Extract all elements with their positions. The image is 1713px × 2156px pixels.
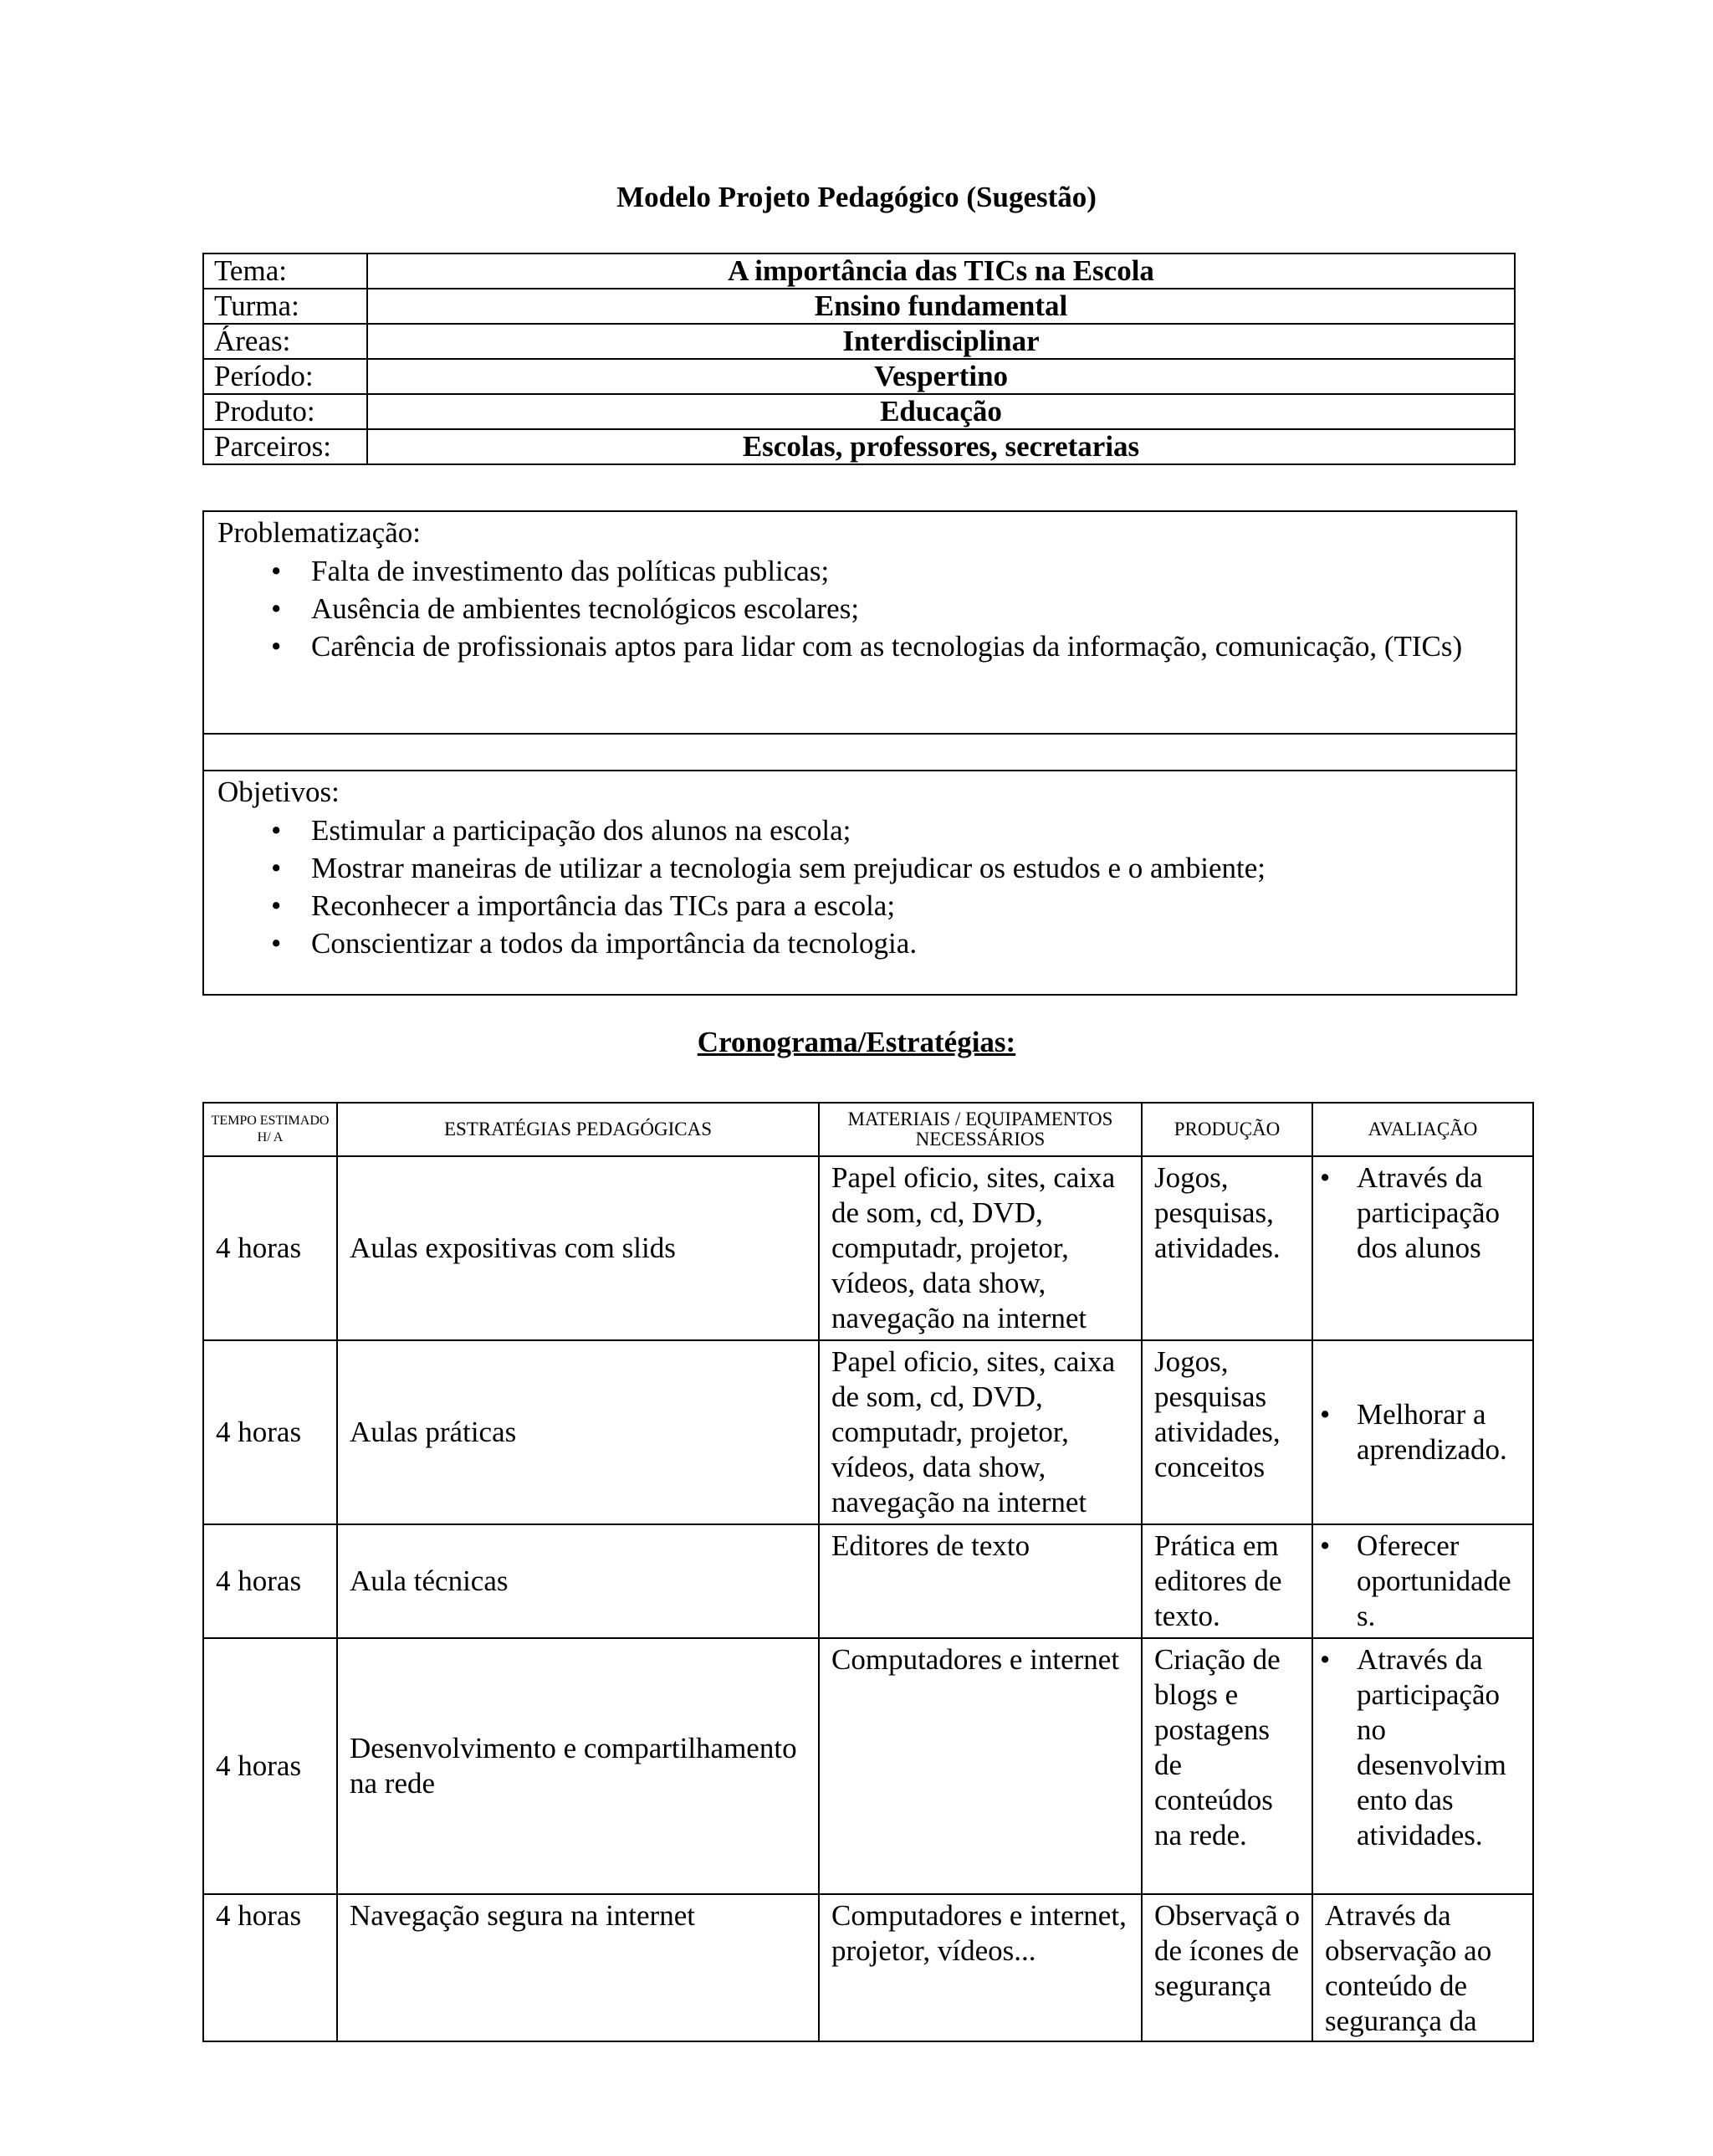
empty-row bbox=[204, 735, 1516, 771]
list-item: • Através da participação no desenvolvim ento das atividades. bbox=[1325, 1642, 1521, 1853]
cell-avaliacao bbox=[1312, 1340, 1533, 1524]
header-tempo: TEMPO ESTIMADO H/ A bbox=[203, 1103, 337, 1156]
cell-materiais: Computadores e internet bbox=[819, 1638, 1142, 1894]
info-label: Período: bbox=[203, 359, 367, 394]
info-label: Parceiros: bbox=[203, 429, 367, 464]
info-value: Ensino fundamental bbox=[367, 289, 1515, 324]
cell-tempo: 4 horas bbox=[203, 1894, 337, 2041]
info-row-turma bbox=[203, 289, 1515, 324]
cell-avaliacao bbox=[1312, 1156, 1533, 1340]
info-value: Escolas, professores, secretarias bbox=[367, 429, 1515, 464]
cell-avaliacao bbox=[1312, 1524, 1533, 1638]
table-row bbox=[203, 1894, 1533, 2041]
info-row-tema bbox=[203, 253, 1515, 289]
info-value: A importância das TICs na Escola bbox=[367, 253, 1515, 289]
cell-materiais: Papel oficio, sites, caixa de som, cd, DVD, computadr, projetor, vídeos, data show, navegação na internet bbox=[819, 1156, 1142, 1340]
list-item: • Mostrar maneiras de utilizar a tecnologia sem prejudicar os estudos e o ambiente; bbox=[204, 849, 1499, 887]
info-row-parceiros bbox=[203, 429, 1515, 464]
cell-avaliacao: Através da observação ao conteúdo de segurança da bbox=[1312, 1894, 1533, 2041]
objetivos-section bbox=[204, 771, 1516, 994]
cell-materiais: Editores de texto bbox=[819, 1524, 1142, 1638]
list-item: • Através da participação dos alunos bbox=[1325, 1160, 1521, 1266]
info-label: Produto: bbox=[203, 394, 367, 429]
list-item: • Falta de investimento das políticas publicas; bbox=[204, 552, 1499, 590]
header-avaliacao: AVALIAÇÃO bbox=[1312, 1103, 1533, 1156]
list-item: • Reconhecer a importância das TICs para a escola; bbox=[204, 887, 1499, 924]
cell-producao: Jogos, pesquisas atividades, conceitos bbox=[1142, 1340, 1312, 1524]
cell-estrategia: Aula técnicas bbox=[337, 1524, 819, 1638]
header-estrategias: ESTRATÉGIAS PEDAGÓGICAS bbox=[337, 1103, 819, 1156]
problematizacao-section bbox=[204, 512, 1516, 735]
info-label: Tema: bbox=[203, 253, 367, 289]
header-materiais: MATERIAIS / EQUIPAMENTOS NECESSÁRIOS bbox=[819, 1103, 1142, 1156]
cell-producao: Prática em editores de texto. bbox=[1142, 1524, 1312, 1638]
cell-estrategia: Aulas expositivas com slids bbox=[337, 1156, 819, 1340]
table-row bbox=[203, 1156, 1533, 1340]
cell-materiais: Computadores e internet, projetor, vídeos... bbox=[819, 1894, 1142, 2041]
cell-avaliacao bbox=[1312, 1638, 1533, 1894]
objetivos-heading: Objetivos: bbox=[217, 776, 340, 808]
table-row bbox=[203, 1340, 1533, 1524]
list-item: • Ausência de ambientes tecnológicos escolares; bbox=[204, 590, 1499, 627]
problematizacao-heading: Problematização: bbox=[217, 516, 421, 549]
info-row-produto bbox=[203, 394, 1515, 429]
list-item: • Melhorar a aprendizado. bbox=[1325, 1397, 1521, 1467]
cell-tempo: 4 horas bbox=[203, 1638, 337, 1894]
info-label: Áreas: bbox=[203, 324, 367, 359]
info-value: Interdisciplinar bbox=[367, 324, 1515, 359]
cell-producao: Criação de blogs e postagens de conteúdos na rede. bbox=[1142, 1638, 1312, 1894]
header-producao: PRODUÇÃO bbox=[1142, 1103, 1312, 1156]
project-info-table bbox=[202, 253, 1516, 465]
cell-producao: Observaçã o de ícones de segurança bbox=[1142, 1894, 1312, 2041]
problem-objectives-box bbox=[202, 510, 1517, 996]
info-row-areas bbox=[203, 324, 1515, 359]
list-item: • Oferecer oportunidade s. bbox=[1325, 1529, 1521, 1634]
objetivos-list bbox=[204, 812, 1516, 962]
cell-producao: Jogos, pesquisas, atividades. bbox=[1142, 1156, 1312, 1340]
list-item: • Conscientizar a todos da importância da tecnologia. bbox=[204, 924, 1499, 962]
cell-tempo: 4 horas bbox=[203, 1156, 337, 1340]
info-value: Vespertino bbox=[367, 359, 1515, 394]
schedule-header-row bbox=[203, 1103, 1533, 1156]
info-label: Turma: bbox=[203, 289, 367, 324]
table-row bbox=[203, 1524, 1533, 1638]
list-item: • Estimular a participação dos alunos na escola; bbox=[204, 812, 1499, 849]
cell-tempo: 4 horas bbox=[203, 1524, 337, 1638]
list-item: • Carência de profissionais aptos para lidar com as tecnologias da informação, comunicação, (TICs) bbox=[204, 627, 1499, 665]
cell-materiais: Papel oficio, sites, caixa de som, cd, DVD, computadr, projetor, vídeos, data show, navegação na internet bbox=[819, 1340, 1142, 1524]
cell-estrategia: Desenvolvimento e compartilhamento na rede bbox=[337, 1638, 819, 1894]
cell-estrategia: Navegação segura na internet bbox=[337, 1894, 819, 2041]
cell-tempo: 4 horas bbox=[203, 1340, 337, 1524]
info-row-periodo bbox=[203, 359, 1515, 394]
info-value: Educação bbox=[367, 394, 1515, 429]
table-row bbox=[203, 1638, 1533, 1894]
problematizacao-list bbox=[204, 552, 1516, 665]
cronograma-heading: Cronograma/Estratégias: bbox=[697, 1026, 1016, 1058]
cell-estrategia: Aulas práticas bbox=[337, 1340, 819, 1524]
schedule-table bbox=[202, 1102, 1534, 2042]
document-title: Modelo Projeto Pedagógico (Sugestão) bbox=[616, 181, 1097, 213]
